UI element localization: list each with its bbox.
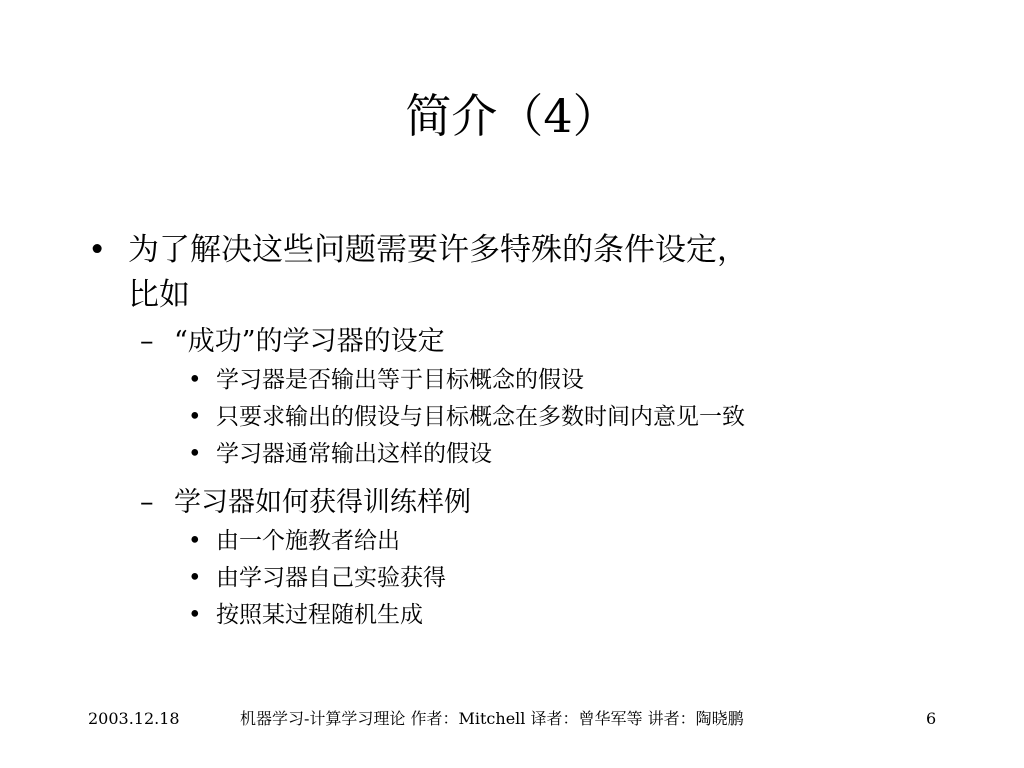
bullet-marker: •: [188, 565, 202, 591]
bullet-marker: •: [188, 367, 202, 393]
sub-bullet-success-learner: [88, 322, 948, 362]
bullet-marker: •: [188, 404, 202, 430]
sub-sub-bullet-text: 学习器通常输出这样的假设: [216, 441, 492, 467]
sub-sub-bullet: [88, 523, 948, 560]
sub-bullet-text: “成功”的学习器的设定: [174, 326, 445, 357]
bullet-marker: •: [188, 602, 202, 628]
slide-content: [88, 228, 948, 634]
sub-bullet-text: 学习器如何获得训练样例: [174, 487, 471, 518]
dash-marker: –: [140, 487, 154, 518]
sub-sub-bullet-text: 学习器是否输出等于目标概念的假设: [216, 367, 584, 393]
sub-sub-bullet-text: 按照某过程随机生成: [216, 602, 423, 628]
bullet-text-line1: 为了解决这些问题需要许多特殊的条件设定，: [128, 232, 748, 268]
footer-credits: 机器学习-计算学习理论 作者：Mitchell 译者：曾华军等 讲者：陶晓鹏: [240, 709, 744, 728]
bullet-marker: •: [188, 528, 202, 554]
sub-bullet-training-examples: [88, 483, 948, 523]
sub-sub-bullet: [88, 436, 948, 473]
sub-sub-bullet: [88, 362, 948, 399]
sub-sub-bullet: [88, 399, 948, 436]
sub-sub-bullet-text: 由一个施教者给出: [216, 528, 400, 554]
footer-date: 2003.12.18: [88, 709, 180, 728]
sub-sub-bullet-text: 只要求输出的假设与目标概念在多数时间内意见一致: [216, 404, 745, 430]
page-number: 6: [926, 709, 937, 728]
sub-sub-bullet: [88, 597, 948, 634]
dash-marker: –: [140, 326, 154, 357]
sub-sub-bullet: [88, 560, 948, 597]
bullet-level1: [88, 228, 948, 318]
bullet-marker: •: [88, 232, 107, 268]
bullet-marker: •: [188, 441, 202, 467]
bullet-text-line2: 比如: [128, 277, 190, 313]
slide-footer: [0, 706, 1024, 732]
slide-title: 简介（4）: [405, 89, 619, 143]
sub-sub-bullet-text: 由学习器自己实验获得: [216, 565, 446, 591]
